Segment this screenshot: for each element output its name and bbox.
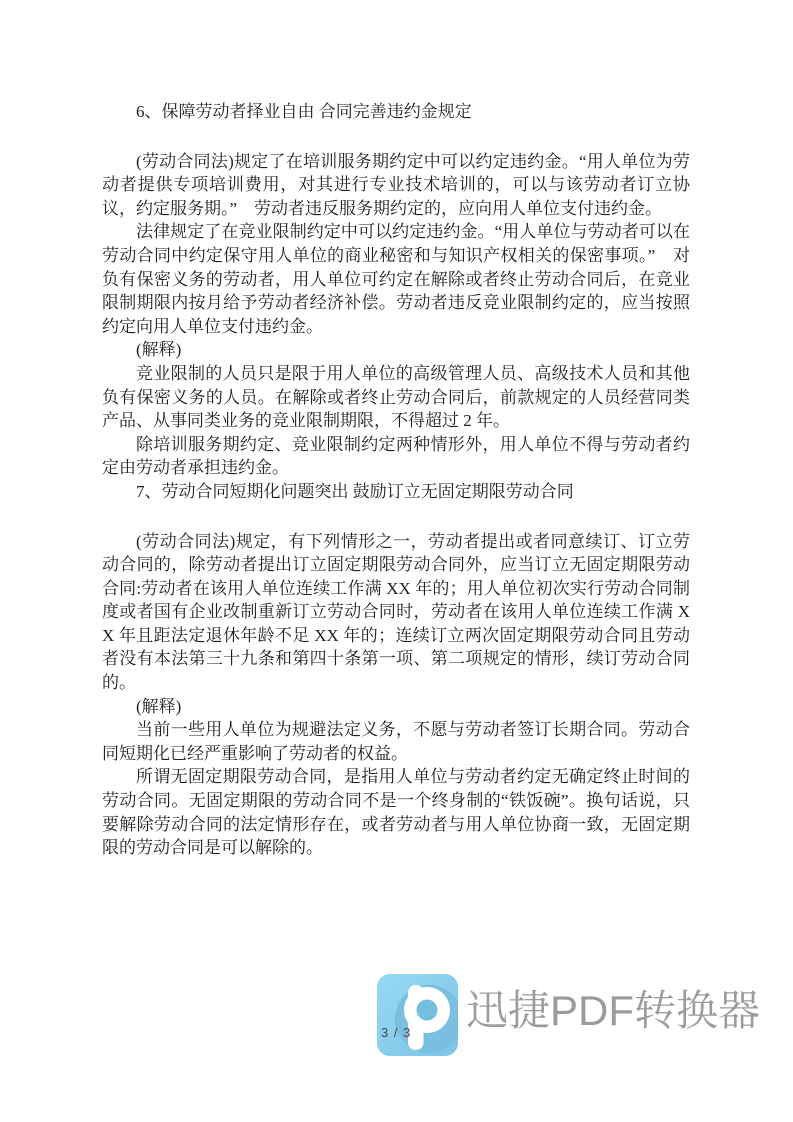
paragraph-service-period: (劳动合同法)规定了在培训服务期约定中可以约定违约金。“用人单位为劳动者提供专项培训费用，对其进行专业技术培训的，可以与该劳动者订立协议，约定服务期。” 劳动者违反服务期约定的，应向用人单位支付违约金。	[102, 151, 690, 218]
page-number: 3 / 3	[381, 1025, 412, 1040]
paragraph-non-compete: 法律规定了在竞业限制约定中可以约定违约金。“用人单位与劳动者可以在劳动合同中约定保守用人单位的商业秘密和与知识产权相关的保密事项。” 对负有保密义务的劳动者，用人单位可约定在解除或者终止劳动合同后，在竞业限制期限内按月给予劳动者经济补偿。劳动者违反竞业限制约定的，应当按照约定向用人单位支付违约金。	[102, 222, 690, 336]
blank-line	[102, 504, 690, 530]
pdf-converter-logo-icon	[377, 974, 458, 1056]
blank-line	[102, 124, 690, 150]
paragraph-non-compete-scope: 竞业限制的人员只是限于用人单位的高级管理人员、高级技术人员和其他负有保密义务的人员。在解除或者终止劳动合同后，前款规定的人员经营同类产品、从事同类业务的竞业限制期限，不得超过 2 年。	[102, 363, 690, 431]
paragraph-explain-label-1: (解释)	[136, 340, 182, 360]
pdf-converter-watermark	[377, 974, 761, 1058]
section-heading-6: 6、保障劳动者择业自由 合同完善违约金规定	[136, 102, 472, 121]
section-heading-7: 7、劳动合同短期化问题突出 鼓励订立无固定期限劳动合同	[136, 481, 574, 501]
paragraph-open-ended-contract: (劳动合同法)规定，有下列情形之一，劳动者提出或者同意续订、订立劳动合同的，除劳动者提出订立固定期限劳动合同外，应当订立无固定期限劳动合同:劳动者在该用人单位连续工作满 XX 年的；用人单位初次实行劳动合同制度或者国有企业改制重新订立劳动合同时，劳动者在该用人单位连续工作满 XX 年且距法定退休年龄不足 XX 年的；连续订立两次固定期限劳动合同且劳动者没有本法第三十九条和第四十条第一项、第二项规定的情形，续订劳动合同的。	[102, 531, 690, 693]
paragraph-open-ended-definition: 所谓无固定期限劳动合同，是指用人单位与劳动者约定无确定终止时间的劳动合同。无固定期限的劳动合同不是一个终身制的“铁饭碗”。换句话说，只要解除劳动合同的法定情形存在，或者劳动者与用人单位协商一致，无固定期限的劳动合同是可以解除的。	[102, 767, 690, 858]
document-text-body	[102, 100, 690, 860]
paragraph-penalty-limit: 除培训服务期约定、竞业限制约定两种情形外，用人单位不得与劳动者约定由劳动者承担违约金。	[102, 434, 690, 478]
paragraph-short-term-harm: 当前一些用人单位为规避法定义务，不愿与劳动者签订长期合同。劳动合同短期化已经严重影响了劳动者的权益。	[102, 720, 690, 763]
watermark-brand-text: 迅捷PDF转换器	[466, 987, 761, 1034]
paragraph-explain-label-2: (解释)	[136, 696, 182, 716]
